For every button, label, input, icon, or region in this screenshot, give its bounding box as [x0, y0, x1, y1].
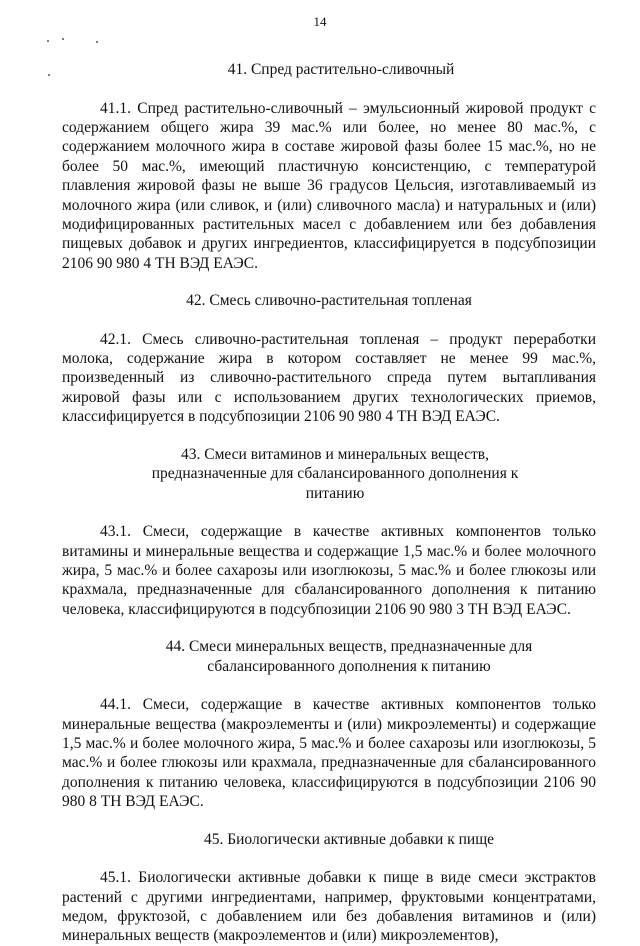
- section-heading: 45. Биологически активные добавки к пище: [203, 830, 495, 848]
- section-heading: 43. Смеси витаминов и минеральных веществ, предназначенные для сбалансированного дополнения к питанию: [151, 445, 519, 502]
- scan-speck: [48, 74, 50, 76]
- section-43: [62, 445, 596, 620]
- page-number: 14: [313, 14, 327, 29]
- section-41: [62, 60, 596, 273]
- section-paragraph: 42.1. Смесь сливочно-растительная топленая – продукт переработки молока, содержание жира в котором составляет не менее 99 мас.%, произведенный из сливочно-растительного спреда путем вытапливания жировой фазы или с использованием других технологических приемов, классифицируется в подсубпозиции 2106 90 980 4 ТН ВЭД ЕАЭС.: [62, 330, 596, 426]
- section-heading: 41. Спред растительно-сливочный: [227, 61, 455, 78]
- section-45: [62, 830, 596, 946]
- document-body: [62, 60, 596, 946]
- section-heading: 44. Смеси минеральных веществ, предназначенные для сбалансированного дополнения к питанию: [165, 638, 533, 675]
- section-42: [62, 291, 596, 427]
- scan-speck: [62, 38, 64, 40]
- section-heading: 42. Смесь сливочно-растительная топленая: [186, 292, 472, 310]
- section-44: [62, 637, 596, 811]
- section-paragraph: 44.1. Смеси, содержащие в качестве активных компонентов только минеральные вещества (макроэлементы и (или) микроэлементы) и содержащие 1,5 мас.% и более молочного жира, 5 мас.% и более сахарозы или изоглюкозы, 5 мас.% и более глюкозы или крахмала, предназначенные для сбалансированного дополнения к питанию человека, классифицируются в подсубпозиции 2106 90 980 8 ТН ВЭД ЕАЭС.: [62, 696, 596, 811]
- scan-speck: [96, 41, 98, 43]
- section-paragraph: 41.1. Спред растительно-сливочный – эмульсионный жировой продукт с содержанием общего жира 39 мас.% или более, но менее 80 мас.%, с содержанием молочного жира в составе жировой фазы более 15 мас.%, но не более 50 мас.%, имеющий пластичную консистенцию, с температурой плавления жировой фазы не выше 36 градусов Цельсия, изготавливаемый из молочного жира (или сливок, и (или) сливочного масла) и натуральных и (или) модифицированных растительных масел с добавлением или без добавления пищевых добавок и других ингредиентов, классифицируется в подсубпозиции 2106 90 980 4 ТН ВЭД ЕАЭС.: [62, 99, 596, 272]
- section-paragraph: 45.1. Биологически активные добавки к пище в виде смеси экстрактов растений с другими ингредиентами, например, фруктовыми концентратами, медом, фруктозой, с добавлением или без добавления витаминов и (или) минеральных веществ (макроэлементов и (или) микроэлементов),: [62, 869, 596, 945]
- section-paragraph: 43.1. Смеси, содержащие в качестве активных компонентов только витамины и минеральные вещества и содержащие 1,5 мас.% и более молочного жира, 5 мас.% и более сахарозы или изоглюкозы, 5 мас.% и более глюкозы или крахмала, предназначенные для сбалансированного дополнения к питанию человека, классифицируются в подсубпозиции 2106 90 980 3 ТН ВЭД ЕАЭС.: [62, 523, 596, 618]
- scan-speck: [47, 40, 49, 42]
